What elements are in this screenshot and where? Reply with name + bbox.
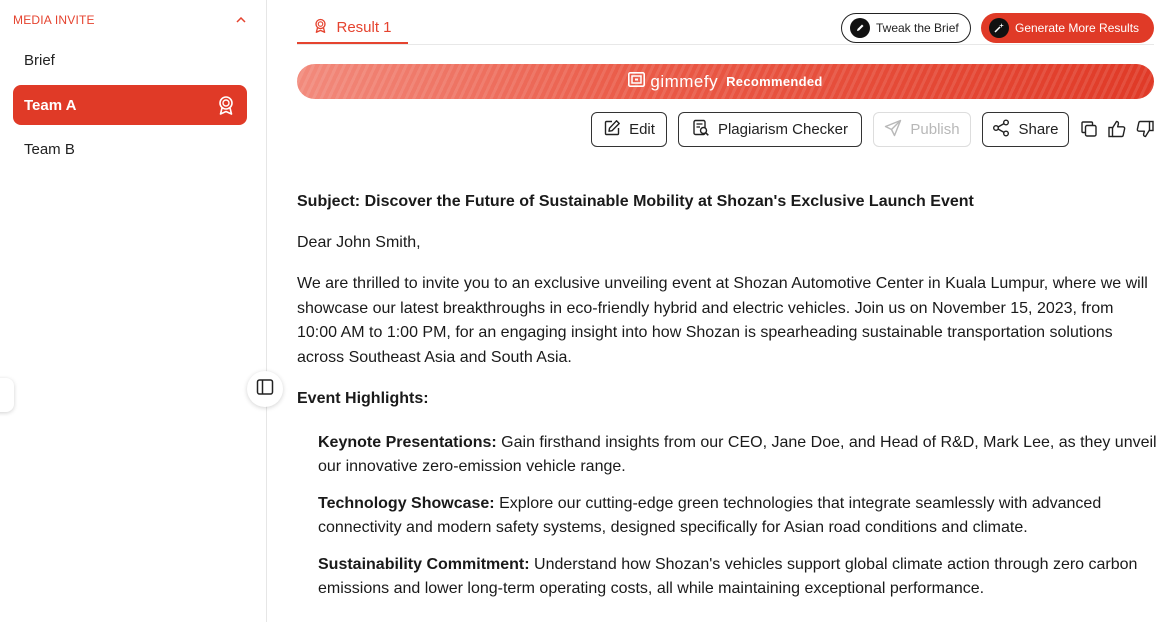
email-intro: We are thrilled to invite you to an exclusive unveiling event at Shozan Automotive Center in Kuala Lumpur, where we will showcase our latest breakthroughs in eco-friendly hybrid and electric vehicles. Join us on November 15, 2023, from 10:00 AM to 1:00 PM, for an engaging insight into how Shozan is spearheading sustainable transportation solutions across Southeast Asia and South Asia. — [297, 275, 1148, 366]
brand-logo — [628, 72, 718, 92]
sidebar-section-title: MEDIA INVITE — [13, 13, 95, 27]
generate-more-results-label: Generate More Results — [1015, 21, 1140, 35]
thumbs-up-icon[interactable] — [1106, 118, 1128, 140]
pen-icon — [850, 18, 870, 38]
share-label: Share — [1018, 121, 1059, 138]
list-item — [318, 553, 1157, 602]
email-subject: Subject: Discover the Future of Sustainable Mobility at Shozan's Exclusive Launch Event — [297, 193, 974, 210]
plagiarism-checker-button[interactable] — [678, 112, 862, 147]
tweak-brief-label: Tweak the Brief — [876, 21, 959, 35]
highlights-list — [318, 431, 1157, 602]
recommended-label: Recommended — [726, 74, 823, 89]
highlight-text: Explore our cutting-edge green technologies that integrate seamlessly with advanced connectivity and modern safety systems, designed specifically for Asian road conditions and climate. — [318, 494, 1102, 536]
share-icon — [992, 119, 1010, 141]
edit-label: Edit — [629, 121, 655, 138]
sidebar-item-team-b[interactable] — [13, 129, 247, 169]
sidebar-section-header[interactable] — [13, 12, 247, 28]
publish-button[interactable] — [873, 112, 971, 147]
plagiarism-icon — [692, 119, 710, 141]
tab-divider — [297, 44, 1154, 45]
generated-email — [297, 190, 1157, 614]
publish-label: Publish — [910, 121, 960, 138]
highlight-title: Keynote Presentations: — [318, 433, 497, 451]
plagiarism-checker-label: Plagiarism Checker — [717, 121, 849, 138]
sidebar-toggle-button[interactable] — [247, 371, 283, 407]
chevron-up-icon[interactable] — [235, 14, 247, 26]
edit-button[interactable] — [591, 112, 667, 147]
copy-icon[interactable] — [1078, 118, 1100, 140]
sidebar-item-label: Team B — [24, 140, 75, 158]
recommended-banner — [297, 64, 1154, 99]
share-button[interactable] — [982, 112, 1069, 147]
tab-label: Result 1 — [336, 19, 392, 36]
send-icon — [884, 119, 902, 141]
list-item — [318, 431, 1157, 480]
tab-result-1[interactable] — [297, 13, 408, 44]
email-greeting: Dear John Smith, — [297, 233, 421, 251]
sidebar — [0, 0, 267, 622]
generate-more-results-button[interactable] — [981, 13, 1154, 43]
list-item — [318, 492, 1157, 541]
highlight-text: Gain firsthand insights from our CEO, Jane Doe, and Head of R&D, Mark Lee, as they unveil our innovative zero-emission vehicle range. — [318, 433, 1157, 475]
highlight-text: Understand how Shozan's vehicles support global climate action through zero carbon emissions and lower long-term operating costs, all while maintaining exceptional performance. — [318, 555, 1138, 597]
highlights-heading: Event Highlights: — [297, 390, 429, 407]
sidebar-item-label: Team A — [24, 96, 77, 114]
edit-icon — [603, 119, 621, 141]
highlight-title: Sustainability Commitment: — [318, 555, 530, 573]
collapsed-panel-toggle[interactable] — [0, 378, 14, 412]
sidebar-item-label: Brief — [24, 51, 55, 69]
thumbs-down-icon[interactable] — [1134, 118, 1156, 140]
brand-name: gimmefy — [650, 71, 719, 91]
sidebar-panel-icon — [256, 378, 274, 401]
gimmefy-logo-icon — [628, 72, 645, 92]
sparkle-icon — [989, 18, 1009, 38]
award-icon — [216, 95, 236, 115]
highlight-title: Technology Showcase: — [318, 494, 495, 512]
tweak-brief-button[interactable] — [841, 13, 971, 43]
sidebar-item-team-a[interactable] — [13, 85, 247, 125]
sidebar-item-brief[interactable] — [13, 40, 247, 80]
award-icon — [313, 18, 328, 37]
